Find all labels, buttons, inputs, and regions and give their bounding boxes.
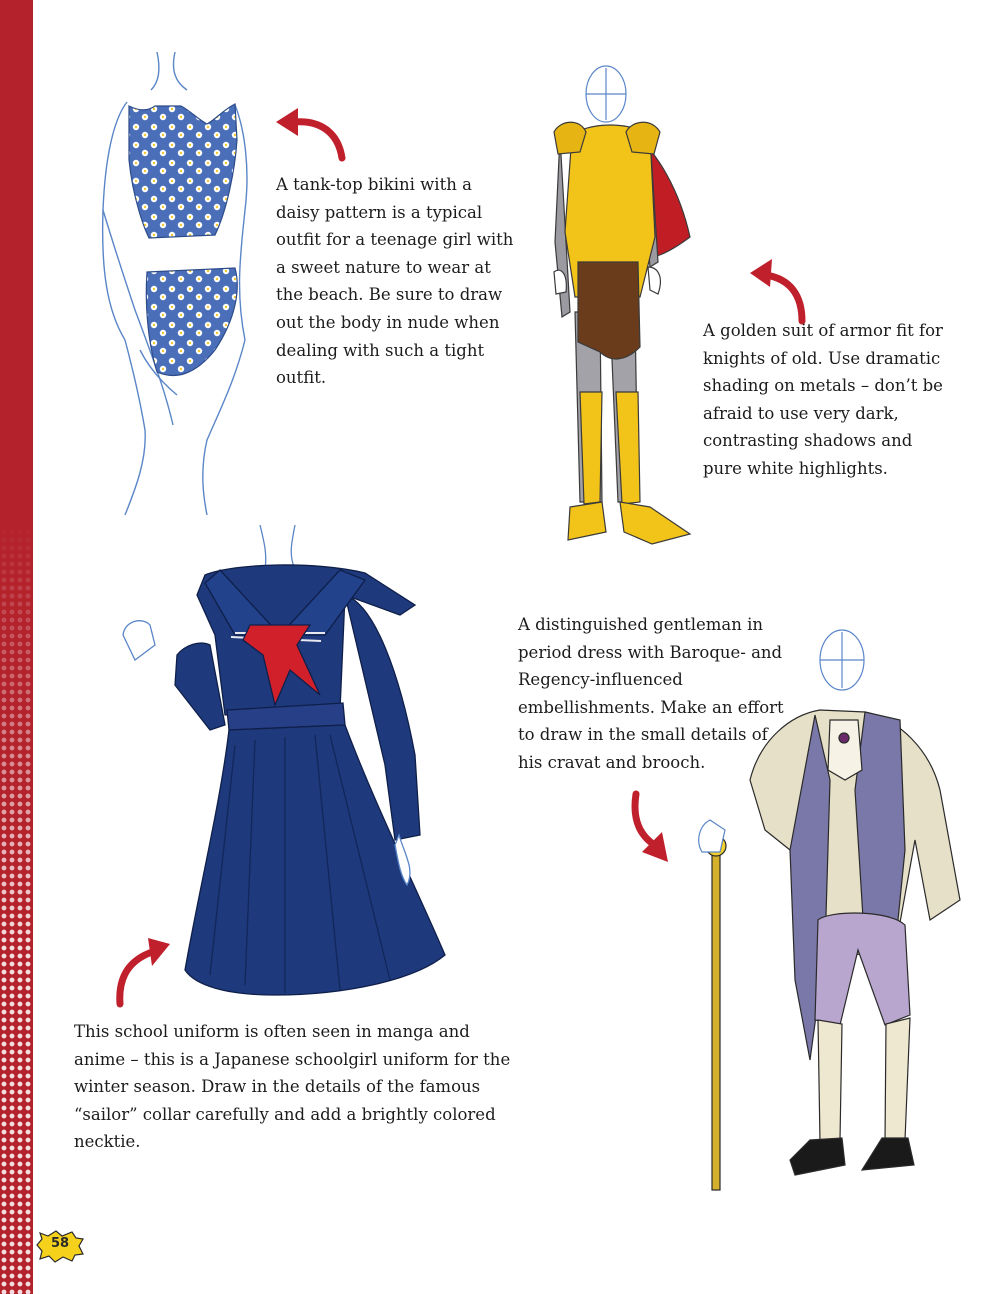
arrow-to-bikini-icon	[272, 102, 352, 162]
bikini-caption: A tank-top bikini with a daisy pattern is a typical outfit for a teenage girl with a sweet nature to wear at the beach. Be sure to draw out the body in nude when dealing with such a tight outfit.	[276, 175, 514, 388]
arrow-to-gentleman-icon	[620, 790, 680, 870]
gentleman-caption: A distinguished gentleman in period dress with Baroque- and Regency-influenced embellishments. Make an effort to draw in the small details of his cravat and brooch.	[518, 615, 784, 772]
halftone-dots	[0, 520, 33, 1294]
arrow-to-armor-icon	[746, 255, 816, 325]
school-uniform-caption: This school uniform is often seen in manga and anime – this is a Japanese schoolgirl uniform for the winter season. Draw in the details of the famous “sailor” collar carefully and add a brightly colored necktie.	[74, 1022, 511, 1152]
armor-illustration	[540, 62, 705, 552]
armor-caption: A golden suit of armor fit for knights of old. Use dramatic shading on metals – don’t be afraid to use very dark, contrasting shadows and pure white highlights.	[703, 321, 943, 478]
arrow-to-school-uniform-icon	[108, 930, 178, 1010]
bikini-illustration	[95, 50, 265, 515]
page-number: 58	[50, 1236, 70, 1251]
